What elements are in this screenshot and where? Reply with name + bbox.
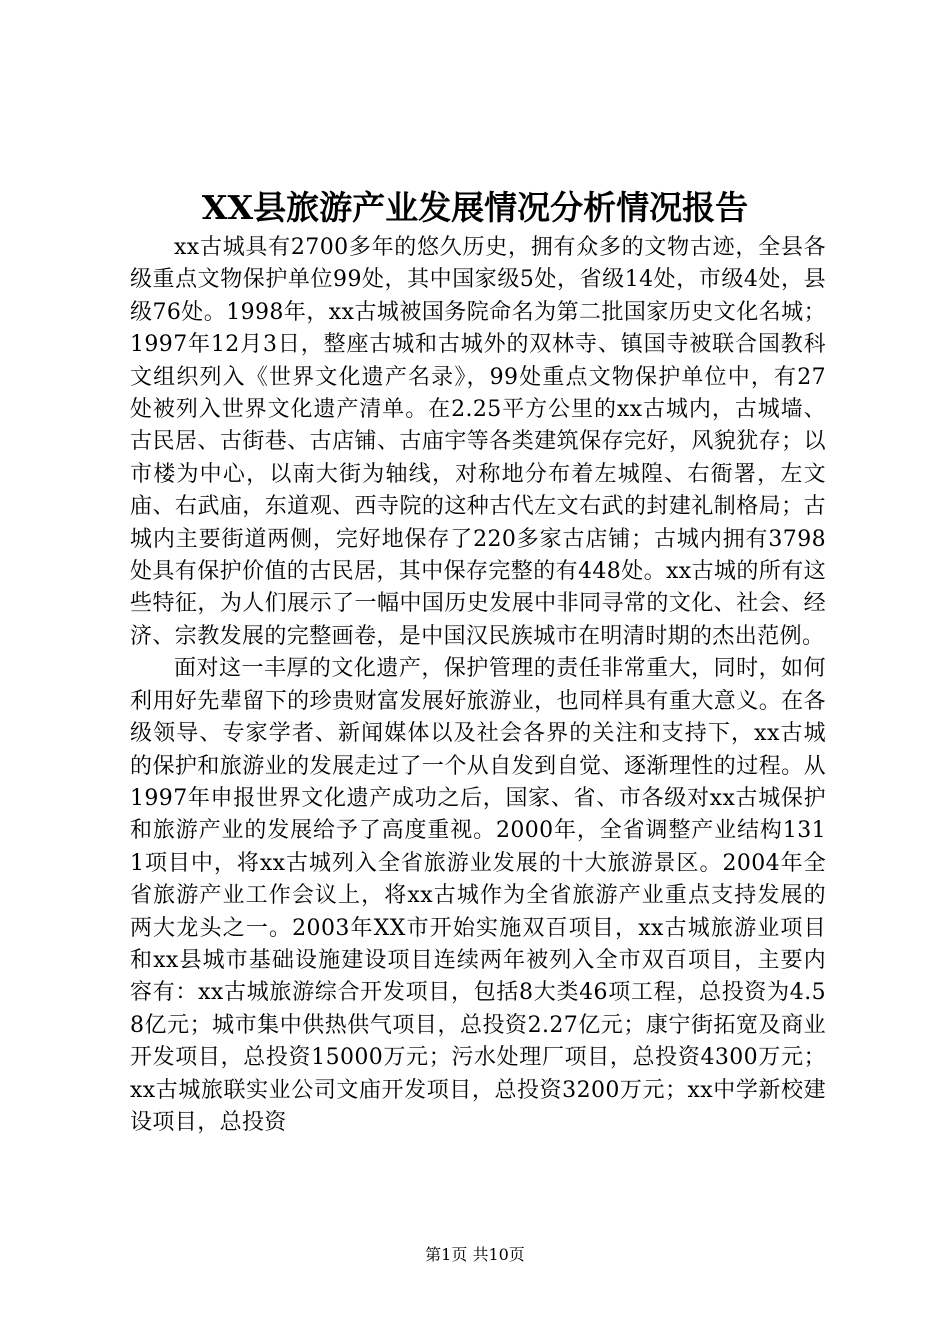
paragraph: xx古城具有2700多年的悠久历史，拥有众多的文物古迹，全县各级重点文物保护单位99处，其中国家级5处，省级14处，市级4处，县级76处。1998年，xx古城被国务院命名为第二批国家历史文化名城；1997年12月3日，整座古城和古城外的双林寺、镇国寺被联合国教科文组织列入《世界文化遗产名录》，99处重点文物保护单位中，有27处被列入世界文化遗产清单。在2.25平方公里的xx古城内，古城墙、古民居、古街巷、古店铺、古庙宇等各类建筑保存完好，风貌犹存；以市楼为中心，以南大街为轴线，对称地分布着左城隍、右衙署，左文庙、右武庙，东道观、西寺院的这种古代左文右武的封建礼制格局；古城内主要街道两侧，完好地保存了220多家古店铺；古城内拥有3798处具有保护价值的古民居，其中保存完整的有448处。xx古城的所有这些特征，为人们展示了一幅中国历史发展中非同寻常的文化、社会、经济、宗教发展的完整画卷，是中国汉民族城市在明清时期的杰出范例。 [130,235,827,649]
document-body [130,232,826,1139]
document-title: XX县旅游产业发展情况分析情况报告 [201,188,749,227]
paragraph: 面对这一丰厚的文化遗产，保护管理的责任非常重大，同时，如何利用好先辈留下的珍贵财富发展好旅游业，也同样具有重大意义。在各级领导、专家学者、新闻媒体以及社会各界的关注和支持下，xx古城的保护和旅游业的发展走过了一个从自发到自觉、逐渐理性的过程。从1997年申报世界文化遗产成功之后，国家、省、市各级对xx古城保护和旅游产业的发展给予了高度重视。2000年，全省调整产业结构1311项目中，将xx古城列入全省旅游业发展的十大旅游景区。2004年全省旅游产业工作会议上，将xx古城作为全省旅游产业重点支持发展的两大龙头之一。2003年XX市开始实施双百项目，xx古城旅游业项目和xx县城市基础设施建设项目连续两年被列入全市双百项目，主要内容有：xx古城旅游综合开发项目，包括8大类46项工程，总投资为4.58亿元；城市集中供热供气项目，总投资2.27亿元；康宁街拓宽及商业开发项目，总投资15000万元；污水处理厂项目，总投资4300万元；xx古城旅联实业公司文庙开发项目，总投资3200万元；xx中学新校建设项目，总投资 [130,656,826,1135]
page-number: 第1页 共10页 [425,1245,525,1264]
